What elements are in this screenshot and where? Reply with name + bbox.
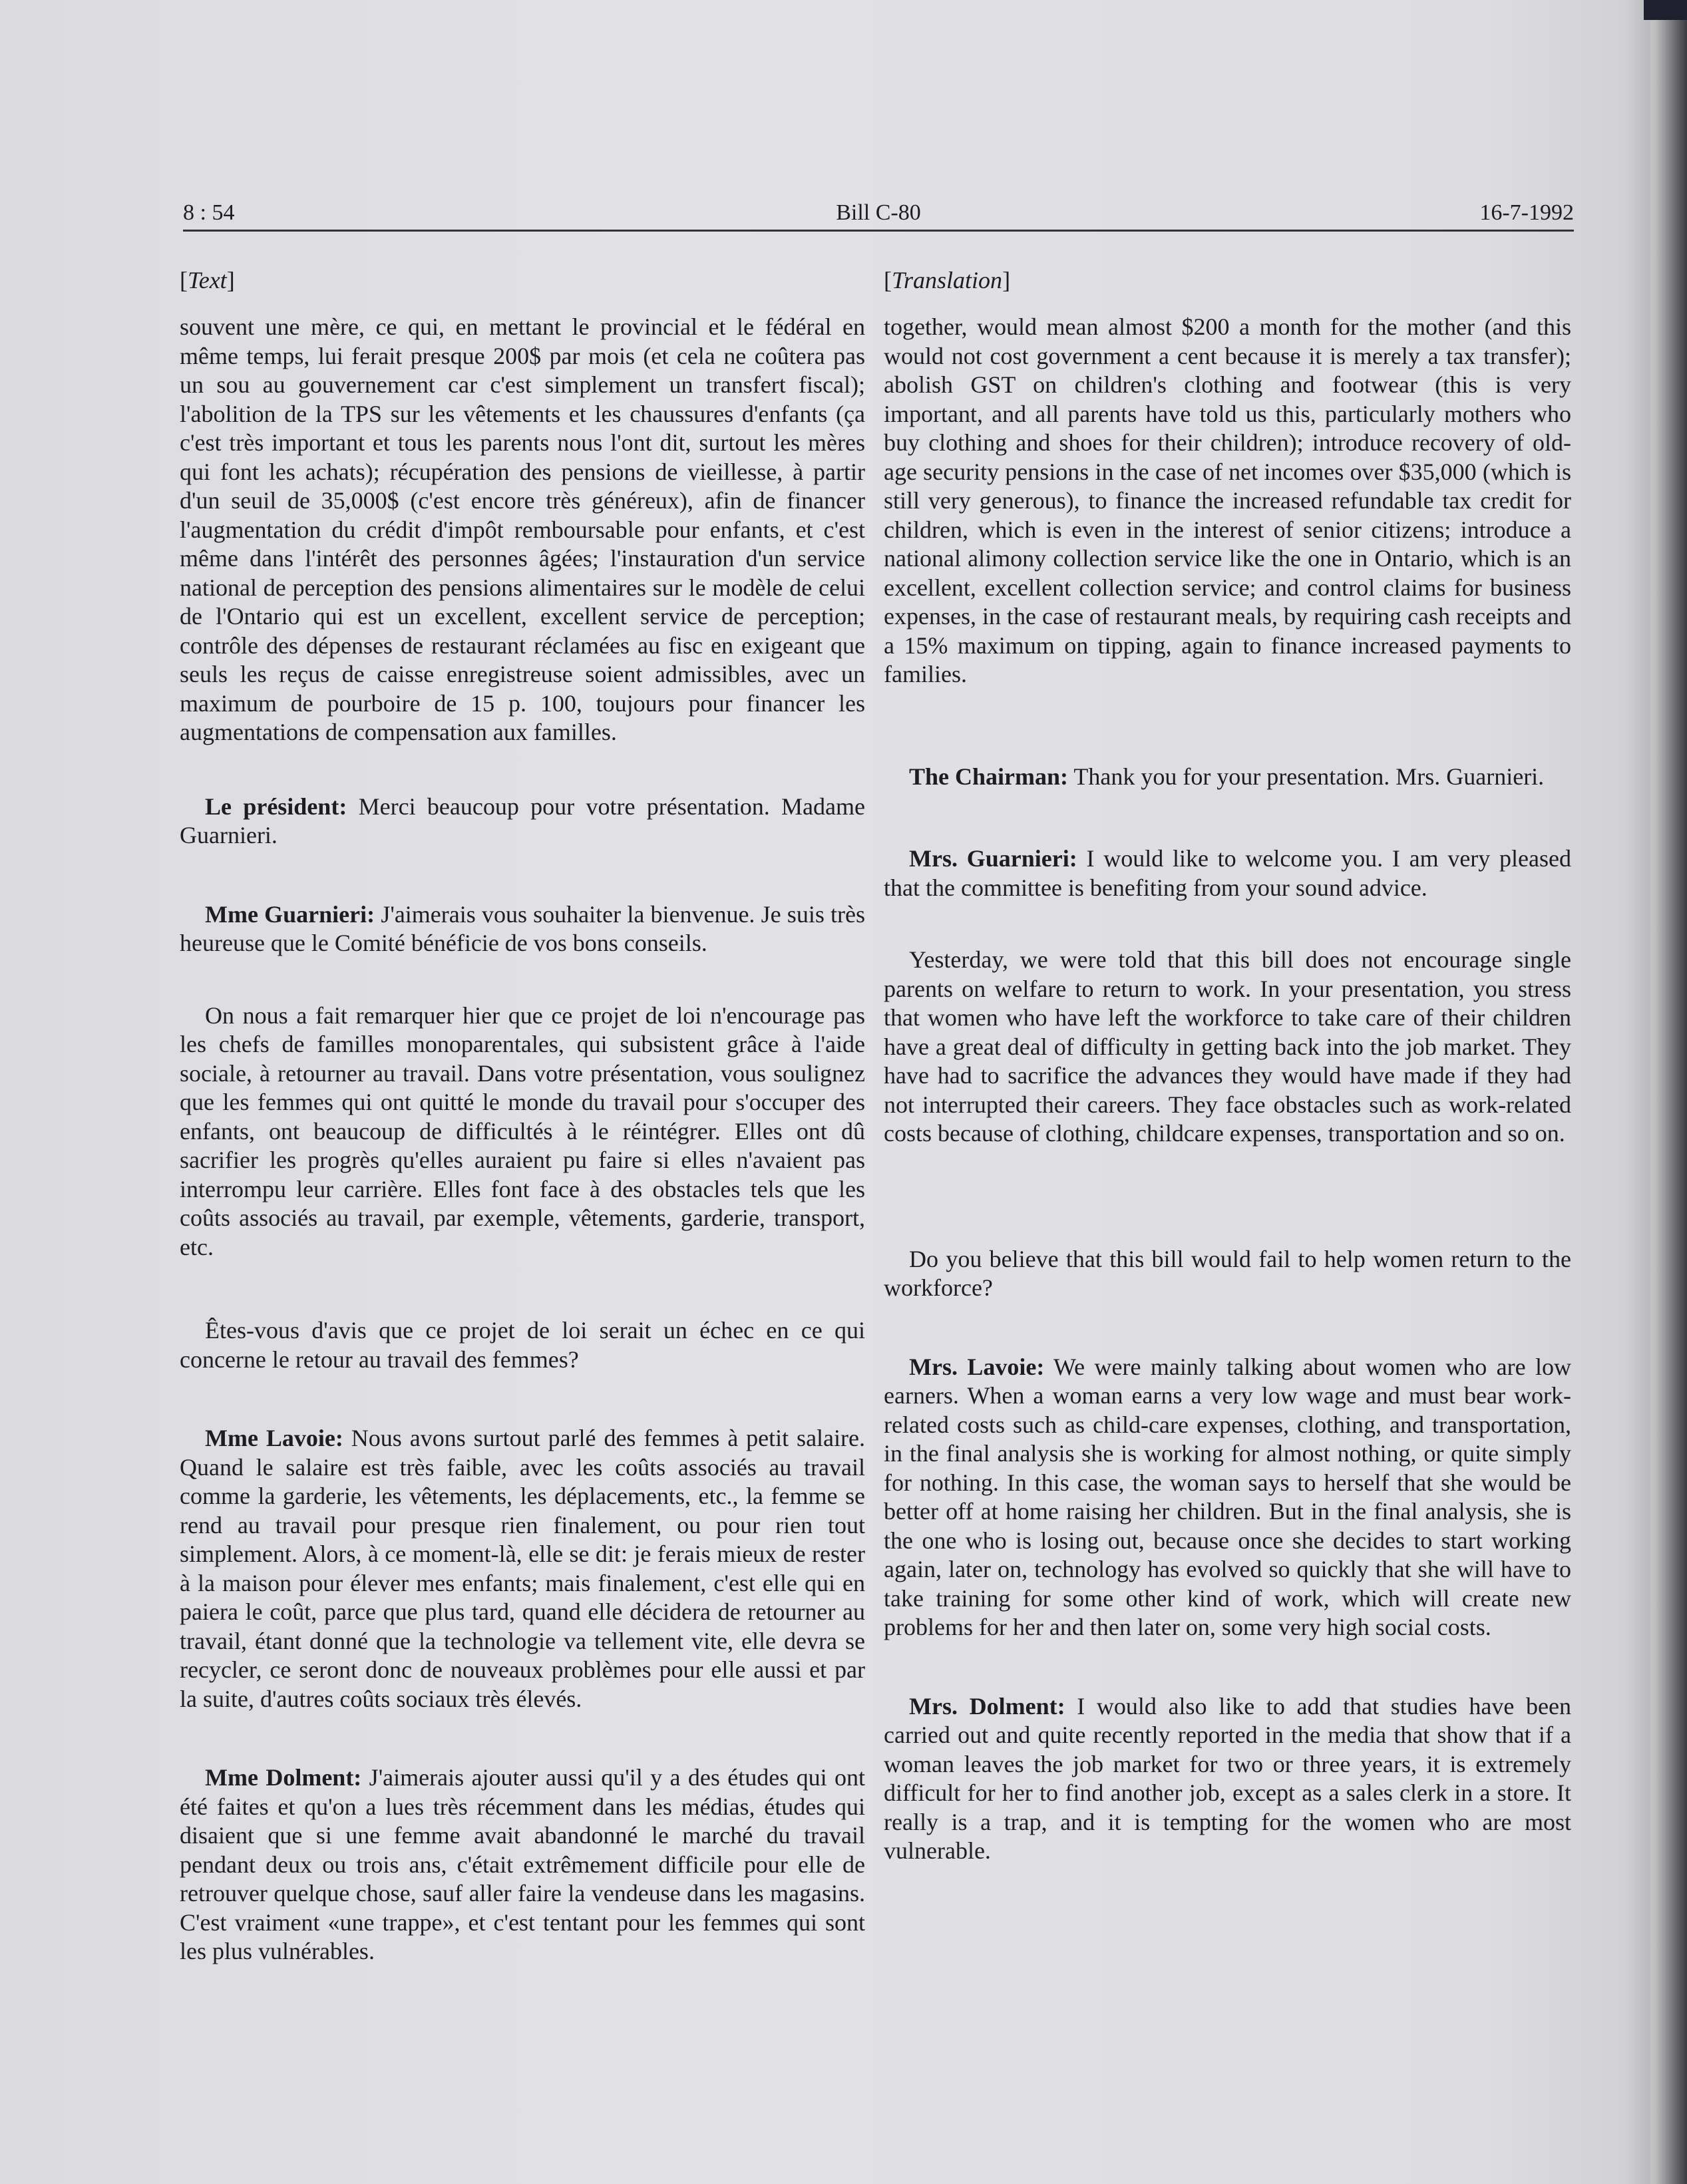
- speaker-name: Mme Dolment:: [205, 1764, 362, 1791]
- column-label: [Translation]: [884, 267, 1011, 293]
- paragraph: Mrs. Dolment: I would also like to add that studies have been carried out and quite recently reported in the media that show that if a woman leaves the job market for two or three years, it is extremely difficult for her to find another job, except as a sales clerk in a store. It really is a trap, and it is tempting for the women who are most vulnerable.: [884, 1692, 1571, 1864]
- paragraph: The Chairman: Thank you for your presentation. Mrs. Guarnieri.: [909, 763, 1545, 790]
- speaker-name: Mme Lavoie:: [205, 1425, 343, 1451]
- paragraph: souvent une mère, ce qui, en mettant le provincial et le fédéral en même temps, lui ferait presque 200$ par mois (et cela ne coûtera pas un sou au gouvernement car c'est simplement un transfert fiscal); l'abolition de la TPS sur les vêtements et les chaussures d'enfants (ça c'est très important et tous les parents nous l'ont dit, surtout les mères qui font les achats); récupération des pensions de vieillesse, à partir d'un seuil de 35,000$ (c'est encore très généreux), afin de financer l'augmentation du crédit d'impôt remboursable pour enfants, et c'est même dans l'intérêt des personnes âgées; l'instauration d'un service national de perception des pensions alimentaires sur le modèle de celui de l'Ontario qui est un excellent, excellent service de perception; contrôle des dépenses de restaurant réclamées au fisc en exigeant que seuls les reçus de caisse enregistreuse soient admissibles, avec un maximum de pourboire de 15 p. 100, toujours pour financer les augmentations de compensation aux familles.: [180, 313, 865, 745]
- paragraph: Do you believe that this bill would fail to help women return to the workforce?: [884, 1245, 1571, 1301]
- scan-border: [1644, 0, 1687, 20]
- bill-title: Bill C-80: [836, 200, 921, 225]
- page-header: [183, 195, 1574, 232]
- speaker-name: Mrs. Lavoie:: [909, 1353, 1045, 1380]
- page-number: 8 : 54: [183, 200, 235, 225]
- page-edge-shadow: [1624, 0, 1687, 2184]
- paragraph: Mme Lavoie: Nous avons surtout parlé des femmes à petit salaire. Quand le salaire est très faible, avec les coûts associés au travail comme la garderie, les vêtements, les déplacements, etc., la femme se rend au travail pour presque rien finalement, ou pour rien tout simplement. Alors, à ce moment-là, elle se dit: je ferais mieux de rester à la maison pour élever mes enfants; mais finalement, c'est elle qui en paiera le coût, parce que plus tard, quand elle décidera de retourner au travail, étant donné que la technologie va tellement vite, elle devra se recycler, ce seront donc de nouveaux problèmes pour elle aussi et par la suite, d'autres coûts sociaux très élevés.: [180, 1425, 865, 1712]
- paragraph: Êtes-vous d'avis que ce projet de loi serait un échec en ce qui concerne le retour au travail des femmes?: [180, 1317, 865, 1373]
- text-column-english: [884, 266, 1571, 1866]
- paragraph: On nous a fait remarquer hier que ce projet de loi n'encourage pas les chefs de familles monoparentales, qui subsistent grâce à l'aide sociale, à retourner au travail. Dans votre présentation, vous soulignez que les femmes qui ont quitté le monde du travail pour s'occuper des enfants, ont beaucoup de difficultés à le réintégrer. Elles ont dû sacrifier les progrès qu'elles auraient pu faire si elles n'avaient pas interrompu leur carrière. Elles font face à des obstacles tels que les coûts associés au travail, par exemple, vêtements, garderie, transport, etc.: [180, 1001, 865, 1260]
- speaker-name: Le président:: [205, 793, 347, 820]
- paragraph: Mrs. Lavoie: We were mainly talking about women who are low earners. When a woman earns a very low wage and must bear work-related costs such as child-care expenses, clothing, and transportation, in the final analysis she is working for almost nothing, or quite simply for nothing. In this case, the woman says to herself that she would be better off at home raising her children. But in the final analysis, she is the one who is losing out, because once she decides to start working again, later on, technology has evolved so quickly that she will have to take training for some other kind of work, which will create new problems for her and then later on, some very high social costs.: [884, 1353, 1571, 1640]
- paragraph: together, would mean almost $200 a month for the mother (and this would not cost government a cent because it is merely a tax transfer); abolish GST on children's clothing and footwear (this is very important, and all parents have told us this, particularly mothers who buy clothing and shoes for their children); introduce recovery of old-age security pensions in the case of net incomes over $35,000 (which is still very generous), to finance the increased refundable tax credit for children, which is even in the interest of senior citizens; introduce a national alimony collection service like the one in Ontario, which is an excellent, excellent collection service; and control claims for business expenses, in the case of restaurant meals, by requiring cash receipts and a 15% maximum on tipping, again to finance increased payments to families.: [884, 313, 1571, 687]
- paragraph: Mme Guarnieri: J'aimerais vous souhaiter la bienvenue. Je suis très heureuse que le Comité bénéficie de vos bons conseils.: [180, 900, 866, 956]
- paragraph: Mme Dolment: J'aimerais ajouter aussi qu'il y a des études qui ont été faites et qu'on a lues très récemment dans les médias, études qui disaient que si une femme avait abandonné le marché du travail pendant deux ou trois ans, c'était extrêmement difficile pour elle de retrouver quelque chose, sauf aller faire la vendeuse dans les magasins. C'est vraiment «une trappe», et c'est tentant pour les femmes qui sont les plus vulnérables.: [180, 1764, 865, 1964]
- page-date: 16-7-1992: [1479, 200, 1574, 225]
- text-column-french: [180, 266, 865, 1966]
- speaker-name: Mme Guarnieri:: [205, 900, 375, 928]
- paragraph: Mrs. Guarnieri: I would like to welcome you. I am very pleased that the committee is benefiting from your sound advice.: [884, 845, 1571, 901]
- paragraph: Yesterday, we were told that this bill does not encourage single parents on welfare to return to work. In your presentation, you stress that women who have left the workforce to take care of their children have a great deal of difficulty in getting back into the job market. They have had to sacrifice the advances they would have made if they had not interrupted their careers. They face obstacles such as work-related costs because of clothing, childcare expenses, transportation and so on.: [884, 946, 1571, 1147]
- column-label: [Text]: [180, 267, 235, 293]
- paragraph: Le président: Merci beaucoup pour votre présentation. Madame Guarnieri.: [180, 793, 865, 848]
- speaker-name: The Chairman:: [909, 763, 1069, 790]
- speaker-name: Mrs. Guarnieri:: [909, 845, 1077, 872]
- speaker-name: Mrs. Dolment:: [909, 1692, 1065, 1720]
